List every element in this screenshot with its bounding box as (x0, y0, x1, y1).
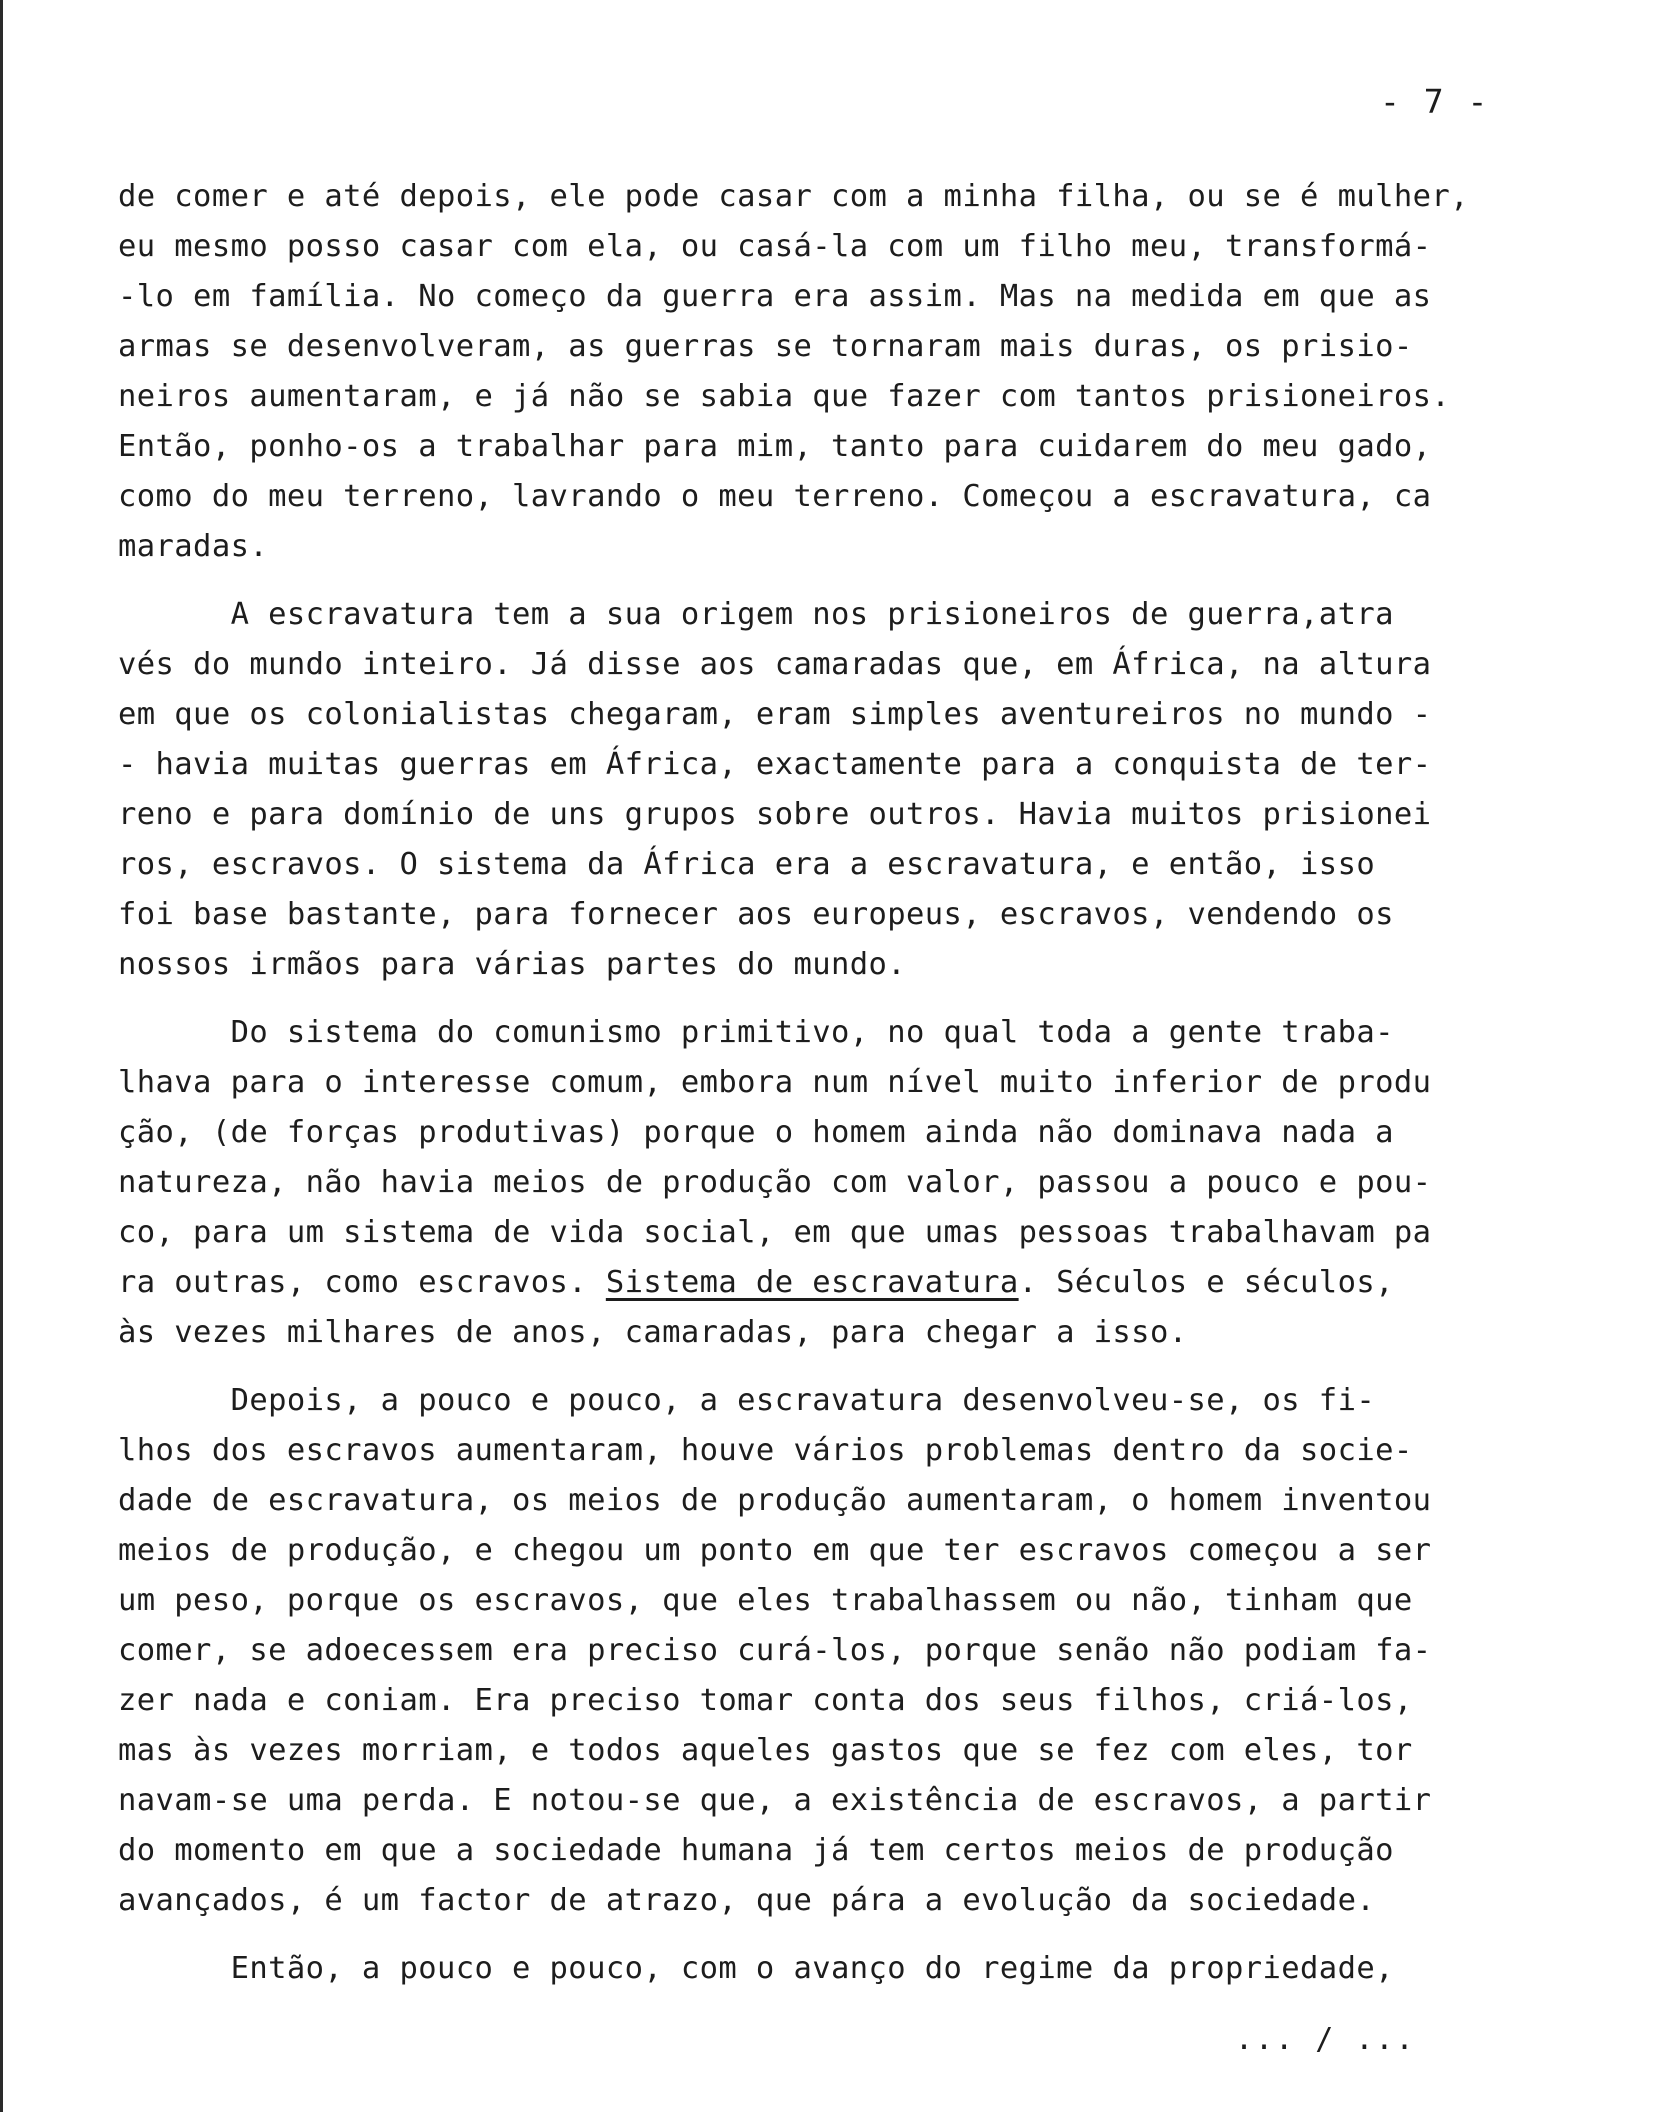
text-line (118, 1258, 1568, 1308)
text-line: em que os colonialistas chegaram, eram simples aventureiros no mundo - (118, 697, 1432, 732)
text-line: lhos dos escravos aumentaram, houve vários problemas dentro da socie- (118, 1433, 1413, 1468)
text-line: Depois, a pouco e pouco, a escravatura desenvolveu-se, os fi- (118, 1383, 1376, 1418)
text-line: neiros aumentaram, e já não se sabia que fazer com tantos prisioneiros. (118, 379, 1451, 414)
paragraph-1 (118, 172, 1568, 572)
text-line: ção, (de forças produtivas) porque o homem ainda não dominava nada a (118, 1115, 1394, 1150)
body-text (118, 172, 1568, 2012)
text-line: avançados, é um factor de atrazo, que pára a evolução da sociedade. (118, 1883, 1376, 1918)
text-line: vés do mundo inteiro. Já disse aos camaradas que, em África, na altura (118, 647, 1432, 682)
text-line: eu mesmo posso casar com ela, ou casá-la com um filho meu, transformá- (118, 229, 1432, 264)
text-line: A escravatura tem a sua origem nos prisioneiros de guerra,atra (118, 597, 1394, 632)
text-segment: . Séculos e séculos, (1018, 1265, 1394, 1300)
text-line: navam-se uma perda. E notou-se que, a existência de escravos, a partir (118, 1783, 1432, 1818)
text-line: co, para um sistema de vida social, em que umas pessoas trabalhavam pa (118, 1215, 1432, 1250)
paragraph-5 (118, 1944, 1568, 1994)
text-line: Então, a pouco e pouco, com o avanço do regime da propriedade, (118, 1951, 1394, 1986)
text-line: como do meu terreno, lavrando o meu terreno. Começou a escravatura, ca (118, 479, 1432, 514)
text-line: maradas. (118, 529, 269, 564)
text-line: ros, escravos. O sistema da África era a escravatura, e então, isso (118, 847, 1376, 882)
paragraph-2 (118, 590, 1568, 990)
text-line: armas se desenvolveram, as guerras se tornaram mais duras, os prisio- (118, 329, 1413, 364)
paragraph-3 (118, 1008, 1568, 1358)
text-line: meios de produção, e chegou um ponto em que ter escravos começou a ser (118, 1533, 1432, 1568)
text-line: Do sistema do comunismo primitivo, no qual toda a gente traba- (118, 1015, 1394, 1050)
text-line: foi base bastante, para fornecer aos europeus, escravos, vendendo os (118, 897, 1394, 932)
page-edge (0, 0, 3, 2112)
text-line: comer, se adoecessem era preciso curá-los, porque senão não podiam fa- (118, 1633, 1432, 1668)
text-line: Então, ponho-os a trabalhar para mim, tanto para cuidarem do meu gado, (118, 429, 1432, 464)
text-line: de comer e até depois, ele pode casar com a minha filha, ou se é mulher, (118, 179, 1469, 214)
text-line: mas às vezes morriam, e todos aqueles gastos que se fez com eles, tor (118, 1733, 1413, 1768)
text-line: às vezes milhares de anos, camaradas, para chegar a isso. (118, 1315, 1188, 1350)
text-line: - havia muitas guerras em África, exactamente para a conquista de ter- (118, 747, 1432, 782)
text-line: um peso, porque os escravos, que eles trabalhassem ou não, tinham que (118, 1583, 1413, 1618)
continuation-mark: ... / ... (1235, 2022, 1416, 2057)
text-line: do momento em que a sociedade humana já tem certos meios de produção (118, 1833, 1394, 1868)
text-segment: ra outras, como escravos. (118, 1265, 606, 1300)
paragraph-4 (118, 1376, 1568, 1926)
underlined-phrase: Sistema de escravatura (605, 1265, 1019, 1300)
text-line: reno e para domínio de uns grupos sobre outros. Havia muitos prisionei (118, 797, 1432, 832)
text-line: -lo em família. No começo da guerra era assim. Mas na medida em que as (118, 279, 1432, 314)
text-line: nossos irmãos para várias partes do mundo. (118, 947, 907, 982)
page-number: - 7 - (1380, 82, 1490, 121)
text-line: dade de escravatura, os meios de produção aumentaram, o homem inventou (118, 1483, 1432, 1518)
text-line: zer nada e coniam. Era preciso tomar conta dos seus filhos, criá-los, (118, 1683, 1413, 1718)
text-line: natureza, não havia meios de produção com valor, passou a pouco e pou- (118, 1165, 1432, 1200)
text-line: lhava para o interesse comum, embora num nível muito inferior de produ (118, 1065, 1432, 1100)
